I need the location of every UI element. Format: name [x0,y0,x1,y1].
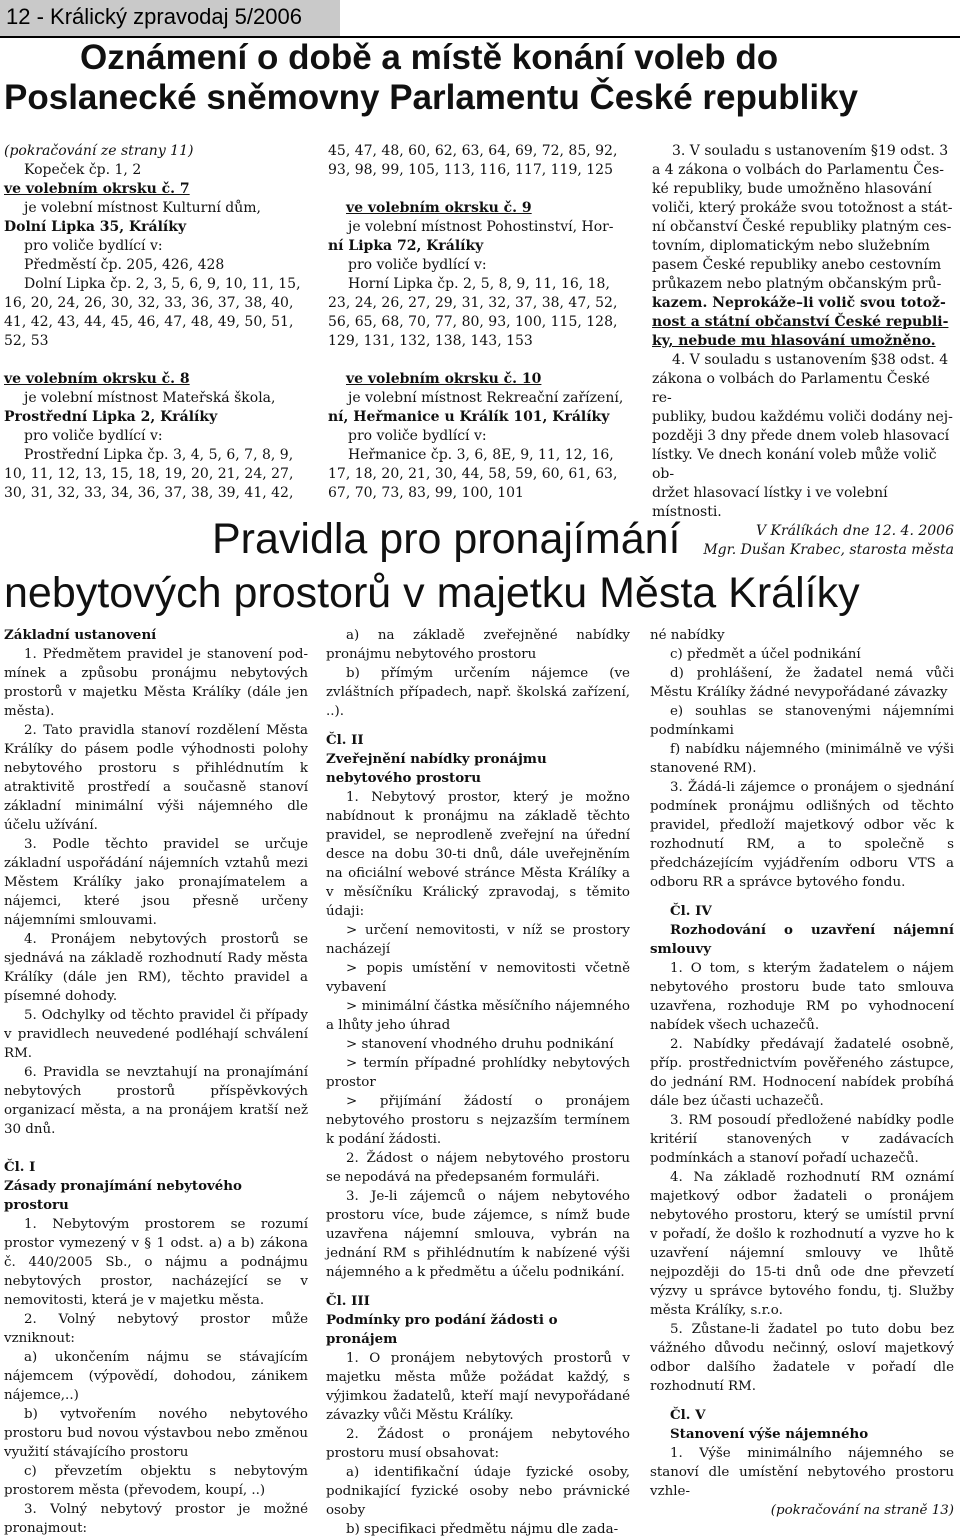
election-title-line1: Oznámení o době a místě konání voleb do [80,38,779,77]
election-text: tovním, diplomatickým nebo služebním [652,238,930,254]
election-text: 4. V souladu s ustanovením §38 odst. 4 [672,352,949,368]
list-item: > přijímání žádostí o pronájem nebytového prostoru s nejzazším termínem k podání žádosti. [326,1094,630,1147]
election-text: zákona o volbách do Parlamentu České re- [652,371,930,406]
election-text: Dolní Lipka čp. 2, 3, 5, 6, 9, 10, 11, 15, [24,276,301,292]
election-text: voliči, který prokáže svou totožnost a stát- [652,200,953,216]
continuation-note: (pokračování ze strany 11) [4,143,194,159]
rules-title-line1: Pravidla pro pronajímání [212,515,681,563]
election-text: 41, 42, 43, 44, 45, 46, 47, 48, 49, 50, 51, [4,314,294,330]
election-text: Prostřední Lipka čp. 3, 4, 5, 6, 7, 8, 9, [24,447,294,463]
paragraph: f) nabídku nájemného (minimálně ve výši stanovené RM). [650,742,954,776]
election-text: držet hlasovací lístky i ve volební místnosti. [652,485,888,520]
election-column-1 [4,142,314,503]
paragraph: 3. Je-li zájemců o nájem nebytového prostoru více, bude zájemce, s nímž bude uzavřena nájemní smlouva, vybrán na jednání RM s přihlédnutím k nabízené výši nájemného a k předmětu a účelu podnikání. [326,1189,630,1280]
paragraph: a) na základě zveřejněné nabídky pronájmu nebytového prostoru [326,628,630,662]
polling-station: je volební místnost Pohostinství, Hor- [348,219,614,235]
paragraph: 1. Nebytovým prostorem se rozumí prostor vymezený v § 1 odst. a) a b) zákona č. 440/2005 Sb., o nájmu a podnájmu nebytových prostor, nacházející se v nemovitosti, která je v majetku města. [4,1217,308,1308]
paragraph: b) vytvořením nového nebytového prostoru bud novou výstavbou nebo změnou využití stávajícího prostoru [4,1407,308,1460]
election-text: 10, 11, 12, 13, 15, 18, 19, 20, 21, 24, 27, [4,466,294,482]
election-text: 3. V souladu s ustanovením §19 odst. 3 [672,143,949,159]
paragraph: e) souhlas se stanovenými nájemními podmínkami [650,704,954,738]
paragraph: c) předmět a účel podnikání [670,647,861,662]
election-text: průkazem nebo platným občanským prů- [652,276,942,292]
paragraph: 5. Zůstane-li žadatel po tuto dobu bez vážného důvodu nečinný, osloví majetkový odbor dalšího žadatele v pořadí dle rozhodnutí RM. [650,1322,954,1394]
election-emphasis: kazem. Neprokáže–li volič svou totož- [652,295,946,311]
paragraph: 2. Žádost o pronájem nebytového prostoru musí obsahovat: [326,1427,630,1461]
paragraph: a) identifikační údaje fyzické osoby, podnikající fyzické osoby nebo právnické osoby [326,1465,630,1518]
article-heading: Podmínky pro podání žádosti o pronájem [326,1312,558,1347]
election-text: 23, 24, 26, 27, 29, 31, 32, 37, 38, 47, 52, [328,295,618,311]
election-text: ní občanství České republiky platným ces- [652,219,952,235]
paragraph: 2. Žádost o nájem nebytového prostoru se nepodává na předepsaném formuláři. [326,1151,630,1185]
article-heading: Zveřejnění nabídky pronájmu nebytového prostoru [326,751,547,786]
list-item: > určení nemovitosti, v níž se prostory nacházejí [326,923,630,957]
election-text: 52, 53 [4,333,49,349]
election-text: později 3 dny přede dnem voleb hlasovací [652,428,950,444]
article-number: Čl. III [326,1293,370,1309]
precinct-heading: ve volebním okrsku č. 10 [346,371,542,387]
article-number: Čl. II [326,732,364,748]
polling-station-address: ní, Heřmanice u Králík 101, Králíky [328,409,610,425]
election-text: Horní Lipka čp. 2, 5, 8, 9, 11, 16, 18, [348,276,610,292]
paragraph: 3. Žádá-li zájemce o pronájem o sjednání podmínek pronájmu odlišných od těchto pravidel, předloží majetkový odbor věc k rozhodnutí RM, a to společně s předcházejícím vyjádřením odboru VTS a odboru RR a správce bytového fondu. [650,780,954,890]
paragraph: b) přímým určením nájemce (ve zvláštních případech, např. školská zařízení, ..). [326,666,630,719]
election-text: 67, 70, 73, 83, 99, 100, 101 [328,485,524,501]
rules-title [0,512,960,620]
paragraph: 4. Pronájem nebytových prostorů se sjednává na základě rozhodnutí Rady města Králíky (dále jen RM), těchto pravidel a písemné dohody. [4,932,308,1004]
rules-column-1 [4,626,308,1538]
polling-station: je volební místnost Kulturní dům, [24,200,261,216]
election-text: 129, 131, 132, 138, 143, 153 [328,333,533,349]
precinct-heading: ve volebním okrsku č. 9 [346,200,532,216]
election-title-line2: Poslanecké sněmovny Parlamentu České republiky [4,78,858,117]
election-emphasis: ky, nebude mu hlasování umožněno. [652,333,936,349]
paragraph: 2. Tato pravidla stanoví rozdělení Města Králíky do pásem podle výhodnosti polohy nebytového prostoru s přihlédnutím k atraktivitě prostředí a současně stanoví základní minimální výši nájemného dle účelu užívání. [4,723,308,833]
polling-station-address: Prostřední Lipka 2, Králíky [4,409,218,425]
election-text: 45, 47, 48, 60, 62, 63, 64, 69, 72, 85, 92, [328,143,618,159]
election-text: a 4 zákona o volbách do Parlamentu Čes- [652,162,944,178]
paragraph: 2. Volný nebytový prostor může vzniknout: [4,1312,308,1346]
paragraph: 4. Na základě rozhodnutí RM oznámí majetkový odbor žadateli o pronájem nebytového prostoru, který se umístil první v pořadí, že došlo k rozhodnutí a vyzve ho k uzavření nájemní smlouvy ve lhůtě nejpozději do 15-ti dnů ode dne převzetí výzvy u správce bytového fondu, tj. Služby města Králíky, s.r.o. [650,1170,954,1318]
article-heading: Rozhodování o uzavření nájemní smlouvy [650,922,954,957]
election-text: 30, 31, 32, 33, 34, 36, 37, 38, 39, 41, 42, [4,485,294,501]
paragraph: 3. Volný nebytový prostor je možné pronajmout: [4,1502,308,1536]
paragraph: d) prohlášení, že žadatel nemá vůči Městu Králíky žádné nevypořádané závazky [650,666,954,700]
polling-station: je volební místnost Mateřská škola, [24,390,276,406]
election-text: 56, 65, 68, 70, 77, 80, 93, 100, 115, 128, [328,314,618,330]
rules-column-2 [326,626,630,1539]
precinct-heading: ve volebním okrsku č. 7 [4,181,190,197]
paragraph: 1. O pronájem nebytových prostorů v majetku města může požádat každý, s výjimkou žadatelů, kteří mají nevypořádané závazky vůči Městu Králíky. [326,1351,630,1423]
page-header [0,0,340,36]
election-text: Kopeček čp. 1, 2 [24,162,142,178]
election-column-2 [328,142,638,503]
article-number: Čl. IV [670,903,712,919]
election-text: Předměstí čp. 205, 426, 428 [24,257,225,273]
article-heading: Stanovení výše nájemného [670,1426,869,1442]
article-number: Čl. V [670,1407,706,1423]
paragraph: 1. Nebytový prostor, který je možno nabídnout k pronájmu na základě těchto pravidel, se neprodleně zveřejní na úřední desce na dobu 30-ti dnů, dále uveřejněním na oficiální webové stránce Města Králíky a v měsíčníku Králický zpravodaj, s těmito údaji: [326,790,630,919]
paragraph: 1. Výše minimálního nájemného se stanoví dle umístění nebytového prostoru vzhle- [650,1446,954,1499]
paragraph: c) převzetím objektu s nebytovým prostorem města (převodem, koupí, ..) [4,1464,308,1498]
list-item: > minimální částka měsíčního nájemného a lhůty jeho úhrad [326,999,630,1033]
election-text: Heřmanice čp. 3, 6, 8E, 9, 11, 12, 16, [348,447,614,463]
election-emphasis: nost a státní občanství České republi- [652,314,949,330]
election-text: 16, 20, 24, 26, 30, 32, 33, 36, 37, 38, 40, [4,295,294,311]
election-text: pro voliče bydlící v: [348,428,487,444]
election-text: pro voliče bydlící v: [24,428,163,444]
page-header-text: 12 - Králický zpravodaj 5/2006 [6,4,302,29]
paragraph: 3. Podle těchto pravidel se určuje základní uspořádání nájemních vztahů mezi Městem Králíky jako pronajímatelem a nájemci, které jsou přesně určeny nájemními smlouvami. [4,837,308,928]
list-item: > termín případné prohlídky nebytových prostor [326,1056,630,1090]
election-text: pasem České republiky anebo cestovním [652,257,942,273]
precinct-heading: ve volebním okrsku č. 8 [4,371,190,387]
election-text: 93, 98, 99, 105, 113, 116, 117, 119, 125 [328,162,613,178]
election-text: lístky. Ve dnech konání voleb může volič ob- [652,447,937,482]
paragraph: 1. O tom, s kterým žadatelem o nájem nebytového prostoru bude tato smlouva uzavřena, rozhoduje RM po vyhodnocení nabídek všech uchazečů. [650,961,954,1033]
polling-station-address: ní Lipka 72, Králíky [328,238,484,254]
article-heading: Zásady pronajímání nebytového prostoru [4,1178,242,1213]
rules-column-3 [650,626,954,1520]
paragraph: 1. Předmětem pravidel je stanovení pod-mínek a způsobu pronájmu nebytových prostorů v majetku Města Králíky (dále jen města). [4,647,308,719]
article-number: Čl. I [4,1159,36,1175]
signature-line: Mgr. Dušan Krabec, starosta města [703,542,954,558]
election-text: publiky, budou každému voliči dodány nej- [652,409,953,425]
date-line: V Králíkách dne 12. 4. 2006 [755,523,954,539]
paragraph: 5. Odchylky od těchto pravidel či případy v pravidlech neuvedené podléhají schválení RM. [4,1008,308,1061]
election-text: ké republiky, bude umožněno hlasování [652,181,932,197]
paragraph: a) ukončením nájmu se stávajícím nájemcem (výpovědí, dohodou, zánikem nájemce,..) [4,1350,308,1403]
continuation-note: (pokračování na straně 13) [770,1503,954,1518]
paragraph: 3. RM posoudí předložené nabídky podle kritérií stanovených v zadávacích podmínkách a stanoví pořadí uchazečů. [650,1113,954,1166]
list-item: > popis umístění v nemovitosti včetně vybavení [326,961,630,995]
election-text: 17, 18, 20, 21, 30, 44, 58, 59, 60, 61, 63, [328,466,618,482]
rules-title-line2: nebytových prostorů v majetku Města Králíky [4,569,860,617]
election-text: pro voliče bydlící v: [348,257,487,273]
election-text: pro voliče bydlící v: [24,238,163,254]
election-column-3 [652,142,954,560]
polling-station-address: Dolní Lipka 35, Králíky [4,219,187,235]
paragraph: né nabídky [650,628,725,643]
polling-station: je volební místnost Rekreační zařízení, [348,390,624,406]
section-heading: Základní ustanovení [4,627,157,643]
election-title [0,38,960,118]
paragraph: 2. Nabídky předávají žadatelé osobně, příp. prostřednictvím pověřeného zástupce, do jednání RM. Hodnocení nabídek probíhá dále bez účasti uchazečů. [650,1037,954,1109]
paragraph: b) specifikaci předmětu nájmu dle zada- [346,1522,619,1537]
list-item: > stanovení vhodného druhu podnikání [346,1037,614,1052]
paragraph: 6. Pravidla se nevztahují na pronajímání nebytových prostorů příspěvkových organizací města, a na pronájem kratší než 30 dnů. [4,1065,308,1137]
